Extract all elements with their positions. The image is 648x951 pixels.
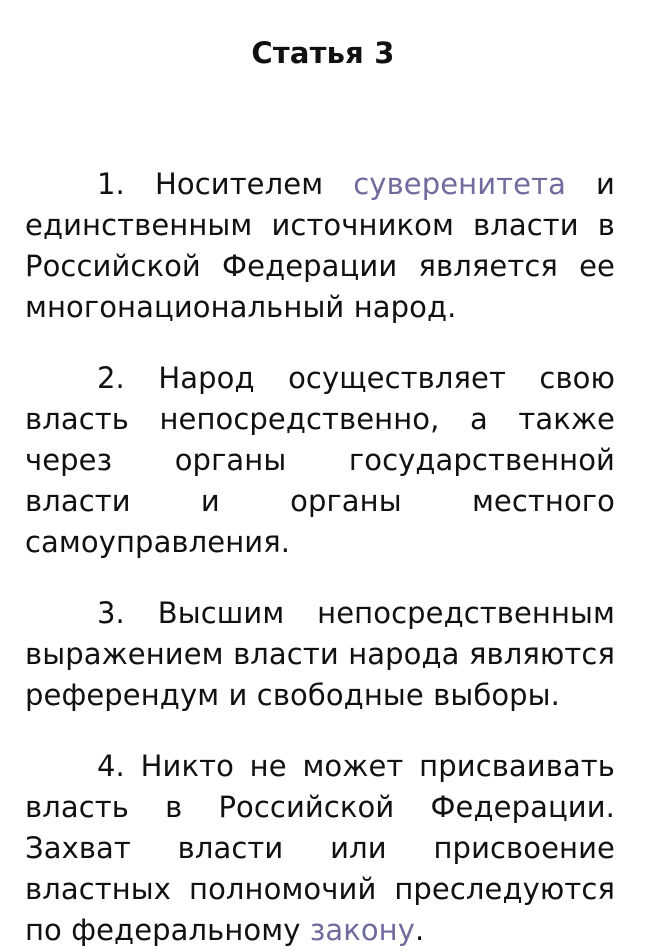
paragraph-3 (25, 593, 615, 716)
paragraph-4-text-end: . (415, 913, 425, 947)
paragraph-2 (25, 358, 615, 563)
paragraph-1-text-end: и единственным источником власти в Российской Федерации является ее многонациональный народ. (25, 167, 615, 324)
paragraph-1 (25, 164, 615, 328)
paragraph-4-text-start: 4. Никто не может присваивать власть в Российской Федерации. Захват власти или присвоение властных полномочий преследуются по федеральному (25, 749, 615, 947)
paragraph-3-text: 3. Высшим непосредственным выражением власти народа являются референдум и свободные выборы. (25, 596, 615, 712)
paragraph-1-text-start: 1. Носителем (97, 167, 354, 201)
law-link[interactable]: закону (309, 913, 416, 947)
article-body (25, 164, 615, 951)
paragraph-2-text: 2. Народ осуществляет свою власть непосредственно, а также через органы государственной власти и органы местного самоуправления. (25, 361, 615, 559)
sovereignty-link[interactable]: суверенитета (353, 167, 566, 201)
article-title: Статья 3 (251, 36, 395, 70)
paragraph-4 (25, 746, 615, 951)
